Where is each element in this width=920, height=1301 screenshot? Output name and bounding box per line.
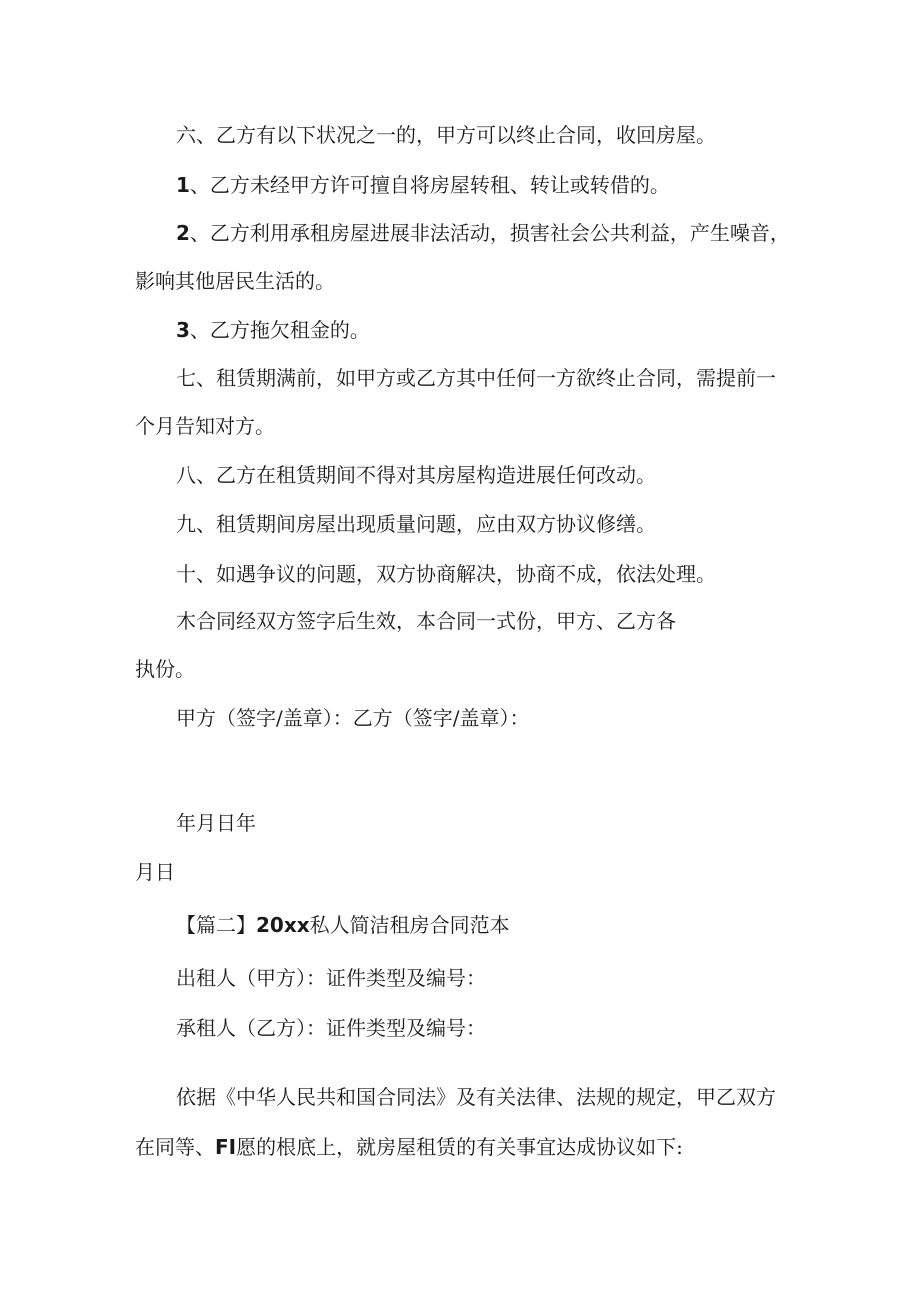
clause-7-cont: 个月告知对方。 bbox=[135, 414, 275, 438]
effect-statement-cont: 执份。 bbox=[135, 657, 195, 681]
preamble-text-a: 在同等、 bbox=[135, 1135, 215, 1159]
preamble-cont bbox=[135, 1137, 683, 1157]
item-text: 、乙方未经甲方许可擅自将房屋转租、转让或转借的。 bbox=[189, 173, 670, 197]
lessor-line: 出租人（甲方）：证件类型及编号： bbox=[176, 966, 486, 990]
section-year: 20xx bbox=[256, 913, 310, 937]
lessee-line: 承租人（乙方）：证件类型及编号： bbox=[176, 1016, 486, 1040]
item-number: 1 bbox=[176, 173, 190, 197]
preamble-fi: FI bbox=[215, 1135, 237, 1159]
item-number: 3 bbox=[176, 318, 190, 342]
preamble-text-b: 愿的根底上，就房屋租赁的有关事宜达成协议如下: bbox=[236, 1135, 683, 1159]
effect-statement: 木合同经双方签字后生效，本合同一式份，甲方、乙方各 bbox=[176, 609, 676, 633]
clause-6-item-1 bbox=[176, 175, 670, 195]
item-number: 2 bbox=[176, 221, 190, 245]
clause-6: 六、乙方有以下状况之一的，甲方可以终止合同，收回房屋。 bbox=[176, 123, 716, 147]
section-label: 【篇二】 bbox=[176, 913, 256, 937]
date-line: 年月日年 bbox=[176, 811, 256, 835]
signature-line: 甲方（签字/盖章）：乙方（签字/盖章）： bbox=[176, 706, 530, 730]
clause-9: 九、租赁期间房屋出现质量问题，应由双方协议修缮。 bbox=[176, 512, 656, 536]
item-text: 、乙方拖欠租金的。 bbox=[189, 318, 370, 342]
item-text: 、乙方利用承租房屋进展非法活动，损害社会公共利益，产生噪音， bbox=[189, 221, 790, 245]
section-title: 私人简洁租房合同范本 bbox=[309, 913, 510, 937]
clause-6-item-3 bbox=[176, 320, 370, 340]
section-heading bbox=[176, 915, 510, 935]
clause-8: 八、乙方在租赁期间不得对其房屋构造进展任何改动。 bbox=[176, 463, 656, 487]
clause-10: 十、如遇争议的问题，双方协商解决，协商不成，依法处理。 bbox=[176, 562, 716, 586]
clause-6-item-2-cont: 影响其他居民生活的。 bbox=[135, 269, 335, 293]
date-line-cont: 月日 bbox=[135, 860, 175, 884]
clause-6-item-2 bbox=[176, 223, 790, 243]
clause-7: 七、租赁期满前，如甲方或乙方其中任何一方欲终止合同，需提前一 bbox=[176, 366, 776, 390]
preamble: 依据《中华人民共和国合同法》及有关法律、法规的规定，甲乙双方 bbox=[176, 1085, 776, 1109]
